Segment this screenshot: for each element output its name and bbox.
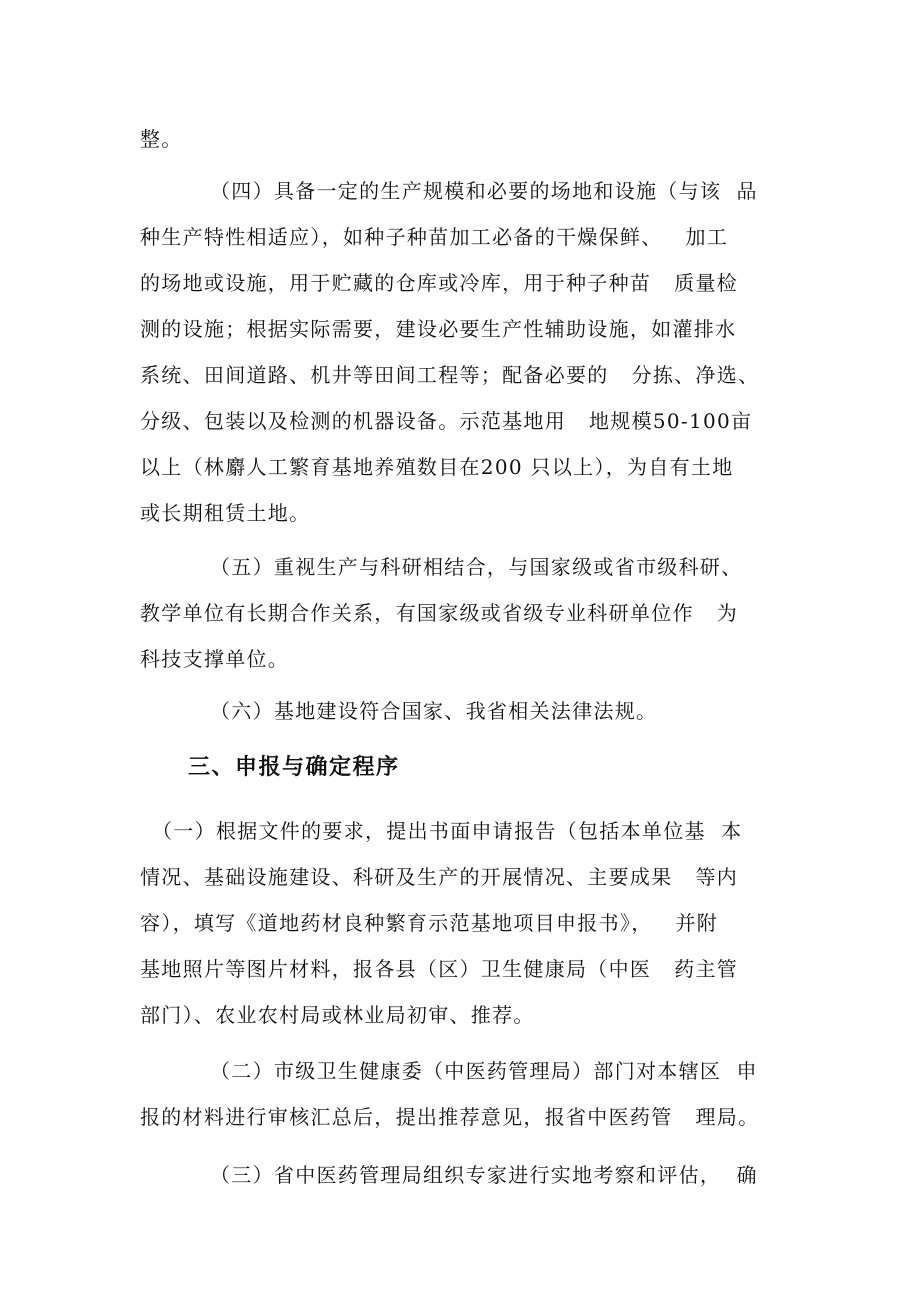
paragraph-four-line-6: 分级、包装以及检测的机器设备。示范基地用 地规模50-100亩 bbox=[140, 409, 753, 433]
section-one-line-3: 容），填写《道地药材良种繁育示范基地项目申报书》， 并附 bbox=[140, 911, 719, 935]
paragraph-continuation-line: 整。 bbox=[140, 127, 183, 151]
section-two-line-2: 报的材料进行审核汇总后，提出推荐意见，报省中医药管 理局。 bbox=[140, 1105, 760, 1129]
section-one-line-2: 情况、基础设施建设、科研及生产的开展情况、主要成果 等内 bbox=[140, 865, 739, 889]
section-two-line-1: （二）市级卫生健康委（中医药管理局）部门对本辖区 申 bbox=[210, 1059, 758, 1083]
paragraph-six-line-1: （六）基地建设符合国家、我省相关法律法规。 bbox=[210, 699, 658, 723]
paragraph-four-line-3: 的场地或设施，用于贮藏的仓库或冷库，用于种子种苗 质量检 bbox=[140, 271, 739, 295]
section-three-line-1: （三）省中医药管理局组织专家进行实地考察和评估， 确 bbox=[210, 1163, 758, 1187]
section-one-line-1: （一）根据文件的要求，提出书面申请报告（包括本单位基 本 bbox=[152, 819, 743, 843]
paragraph-four-line-4: 测的设施；根据实际需要，建设必要生产性辅助设施，如灌排水 bbox=[140, 317, 737, 341]
paragraph-five-line-1: （五）重视生产与科研相结合，与国家级或省市级科研、 bbox=[210, 555, 743, 579]
paragraph-five-line-2: 教学单位有长期合作关系，有国家级或省级专业科研单位作 为 bbox=[140, 601, 739, 625]
paragraph-five-line-3: 科技支撑单位。 bbox=[140, 647, 290, 671]
section-one-line-5: 部门）、农业农村局或林业局初审、推荐。 bbox=[140, 1003, 535, 1027]
paragraph-four-line-5: 系统、田间道路、机井等田间工程等；配备必要的 分拣、净选、 bbox=[140, 363, 760, 387]
section-heading: 三、申报与确定程序 bbox=[188, 755, 400, 780]
paragraph-four-line-1: （四）具备一定的生产规模和必要的场地和设施（与该 品 bbox=[210, 179, 758, 203]
paragraph-four-line-8: 或长期租赁土地。 bbox=[140, 501, 311, 525]
paragraph-four-line-2: 种生产特性相适应），如种子种苗加工必备的干燥保鲜、 加工 bbox=[140, 225, 729, 249]
paragraph-four-line-7: 以上（林麝人工繁育基地养殖数目在200 只以上），为自有土地 bbox=[140, 455, 734, 479]
section-one-line-4: 基地照片等图片材料，报各县（区）卫生健康局（中医 药主管 bbox=[140, 957, 739, 981]
